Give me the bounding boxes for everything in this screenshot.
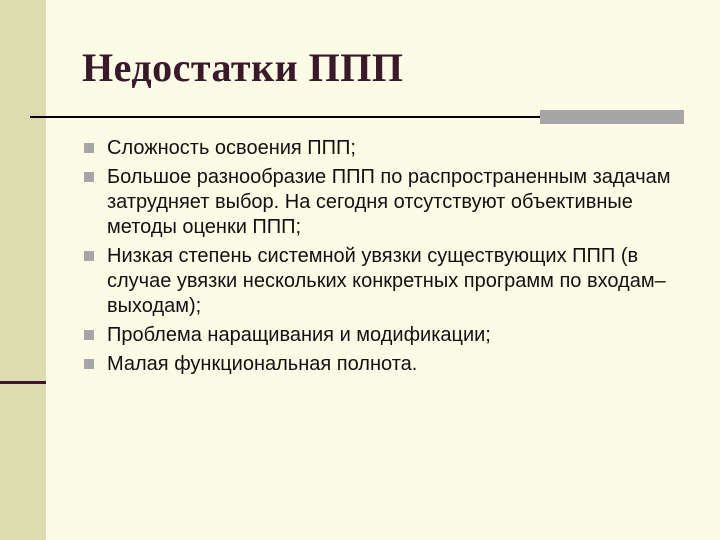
- bullet-text: Малая функциональная полнота.: [107, 353, 418, 375]
- square-bullet-icon: [84, 143, 94, 153]
- bullet-text: Низкая степень системной увязки существующих ППП (в случае увязки нескольких конкретных программ по входам–выходам);: [107, 245, 666, 317]
- bullet-list: [84, 136, 684, 381]
- left-decorative-band: [0, 0, 46, 540]
- bullet-item-4: [84, 323, 684, 348]
- slide-title: Недостатки ППП: [82, 45, 404, 90]
- square-bullet-icon: [84, 359, 94, 369]
- bullet-item-3: [84, 244, 684, 319]
- bullet-text: Проблема наращивания и модификации;: [107, 324, 491, 346]
- square-bullet-icon: [84, 330, 94, 340]
- square-bullet-icon: [84, 172, 94, 182]
- bullet-item-1: [84, 136, 684, 161]
- bullet-text: Большое разнообразие ППП по распространенным задачам затрудняет выбор. На сегодня отсутствуют объективные методы оценки ППП;: [107, 166, 671, 238]
- accent-bar: [540, 110, 684, 124]
- bullet-text: Сложность освоения ППП;: [107, 137, 356, 159]
- bullet-item-2: [84, 165, 684, 240]
- left-band-divider: [0, 381, 46, 384]
- square-bullet-icon: [84, 251, 94, 261]
- bullet-item-5: [84, 352, 684, 377]
